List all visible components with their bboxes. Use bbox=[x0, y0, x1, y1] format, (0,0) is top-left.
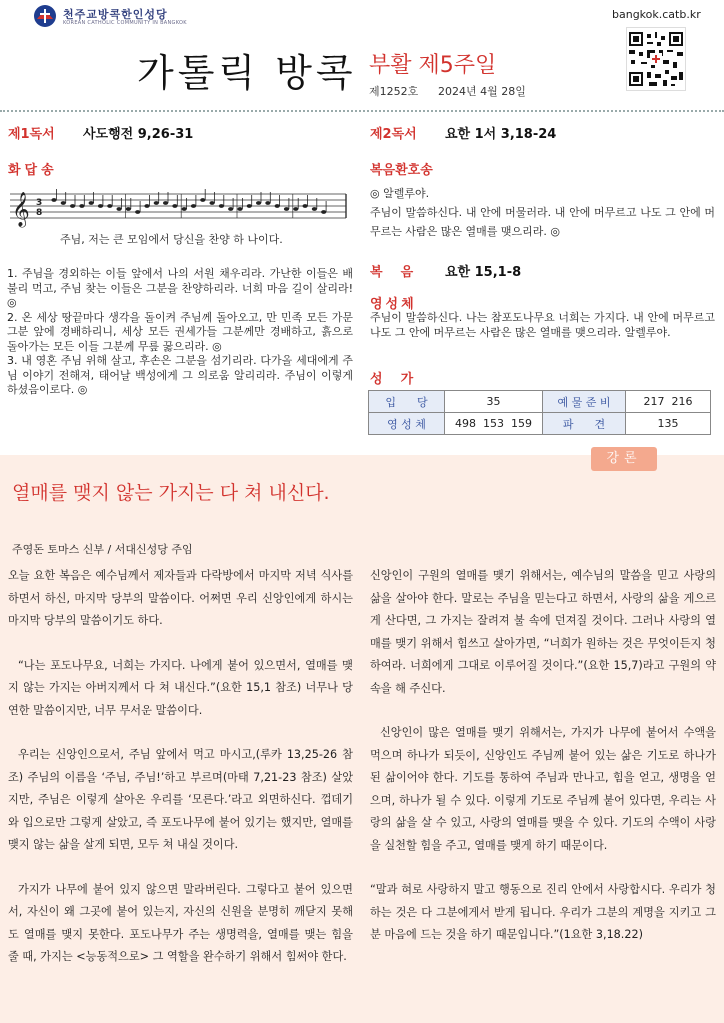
music-note bbox=[117, 207, 122, 211]
music-note bbox=[89, 201, 94, 205]
homily-author: 주영돈 토마스 신부 / 서대신성당 주임 bbox=[12, 543, 193, 556]
gospel-label: 복 음 bbox=[370, 265, 414, 280]
homily-paragraph: 신앙인이 구원의 열매를 맺기 위해서는, 예수님의 말씀을 믿고 사랑의 삶을 살아야 한다. 말로는 주님을 믿는다고 하면서, 사랑의 삶을 게으르게 산다면, 그 가지는 잘려져 불 속에 던져질 것이다. 그러나 사랑의 열매를 맺기 위해서 힘쓰고 살아가면, “너희가 원하는 것은 무엇이든지 청하여라. 너희에게 그대로 이루어질 것이다.”(요한 15,7)라고 구원의 약속을 해 주신다. bbox=[370, 569, 716, 695]
paper-title: 가톨릭 방콕 bbox=[137, 51, 357, 95]
homily-tab[interactable]: 강론 bbox=[591, 447, 657, 471]
table-cell-label: 파 견 bbox=[543, 413, 626, 435]
alleluia-text bbox=[370, 184, 715, 241]
music-note bbox=[70, 204, 75, 208]
table-cell-value: 217 216 bbox=[626, 391, 711, 413]
music-note bbox=[107, 204, 112, 208]
table-cell-label: 예 물 준 비 bbox=[543, 391, 626, 413]
table-cell-value: 35 bbox=[445, 391, 543, 413]
table-row bbox=[369, 413, 711, 435]
issue-number: 제1252호 bbox=[369, 85, 419, 98]
music-note bbox=[293, 207, 298, 211]
homily-paragraph: 가지가 나무에 붙어 있지 않으면 말라버린다. 그렇다고 붙어 있으면서, 자신이 왜 그곳에 붙어 있는지, 자신의 신원을 분명히 깨닫지 못해도 열매를 맺지 못한다. 포도나무가 주는 생명력을, 열매를 맺는 힘을 줄 때, 가지는 <능동적으로> 그 역할을 완수하기 위해서 힘써야 한다. bbox=[8, 882, 353, 963]
music-note bbox=[79, 204, 84, 208]
psalm-music-staff bbox=[8, 180, 348, 230]
psalm-verse-2: 2. 온 세상 땅끝마다 생각을 돌이켜 주님께 돌아오고, 만 민족 모든 가문 그분 앞에 경배하리니, 세상 모든 권세가들 그분께만 경배하고, 흙으로 돌아가는 모든 이들 그분께 무릎 꿇으리라. ◎ bbox=[7, 310, 353, 353]
alleluia-line-1: ◎ 알렐루야. bbox=[370, 187, 430, 200]
header-divider bbox=[0, 110, 724, 112]
svg-text:3: 3 bbox=[36, 198, 43, 208]
music-note bbox=[191, 204, 196, 208]
psalm-verse-1: 1. 주님을 경외하는 이들 앞에서 나의 서원 채우리라. 가난한 이들은 배불리 먹고, 주님 찾는 이들은 그분을 찬양하리라. 너희 마음 길이 살리라! ◎ bbox=[7, 267, 353, 309]
table-cell-value: 498 153 159 bbox=[445, 413, 543, 435]
music-note bbox=[265, 201, 270, 205]
music-note bbox=[98, 204, 103, 208]
music-note bbox=[61, 201, 66, 205]
music-note bbox=[321, 210, 326, 214]
homily-paragraph: 오늘 요한 복음은 예수님께서 제자들과 다락방에서 마지막 저녁 식사를 하면서 하신, 마지막 당부의 말씀이다. 어쩌면 우리 신앙인에게 하시는 마지막 당부의 말씀이기도 하다. bbox=[8, 569, 353, 627]
music-note bbox=[228, 207, 233, 211]
homily-left-column bbox=[8, 565, 353, 991]
music-note bbox=[237, 207, 242, 211]
hymn-label: 성 가 bbox=[370, 372, 414, 387]
music-note bbox=[126, 207, 131, 211]
music-note bbox=[247, 204, 252, 208]
homily-right-column bbox=[370, 565, 716, 969]
reading2-label: 제2독서 bbox=[370, 127, 417, 142]
site-url[interactable]: bangkok.catb.kr bbox=[612, 8, 701, 21]
psalm-refrain: 주님, 저는 큰 모임에서 당신을 찬양 하 나이다. bbox=[60, 233, 283, 246]
music-note bbox=[144, 204, 149, 208]
qr-code-icon[interactable] bbox=[626, 27, 686, 91]
music-note bbox=[219, 204, 224, 208]
music-note bbox=[210, 201, 215, 205]
alleluia-line-2: 주님이 말씀하신다. 내 안에 머물러라. 내 안에 머무르고 나도 그 안에 머무르는 사람은 많은 열매를 맺으리라. ◎ bbox=[370, 206, 715, 238]
music-note bbox=[303, 204, 308, 208]
alleluia-label: 복음환호송 bbox=[370, 163, 433, 178]
table-cell-value: 135 bbox=[626, 413, 711, 435]
reading1-reference: 사도행전 9,26-31 bbox=[83, 127, 194, 142]
communion-text: 주님이 말씀하신다. 나는 참포도나무요 너희는 가지다. 내 안에 머무르고 나도 그 안에 머무르는 사람은 많은 열매를 맺으리라. 알렐루야. bbox=[370, 311, 715, 339]
music-note bbox=[275, 204, 280, 208]
org-name: 천주교방콕한인성당 bbox=[63, 8, 168, 21]
music-note bbox=[51, 198, 56, 202]
org-subtitle: KOREAN CATHOLIC COMMUNITY IN BANGKOK bbox=[63, 20, 187, 26]
homily-paragraph: “말과 혀로 사랑하지 말고 행동으로 진리 안에서 사랑합시다. 우리가 청하는 것은 다 그분에게서 받게 됩니다. 우리가 그분의 계명을 지키고 그분 마음에 드는 것을 하기 때문입니다.”(1요한 3,18.22) bbox=[370, 883, 716, 941]
table-cell-label: 입 당 bbox=[369, 391, 445, 413]
communion-label: 영성체 bbox=[370, 297, 417, 312]
parish-logo-icon bbox=[33, 4, 57, 28]
music-note bbox=[163, 201, 168, 205]
psalm-verse-3: 3. 내 영혼 주님 위해 살고, 후손은 그분을 섬기리라. 다가올 세대에게 주님 이야기 전해져, 태어날 백성에게 그 의로움 알리리라. 주님이 이렇게 하셨음이로다. ◎ bbox=[7, 354, 353, 396]
homily-paragraph: 우리는 신앙인으로서, 주님 앞에서 먹고 마시고,(루카 13,25-26 참조) 주님의 이름을 ‘주님, 주님!’하고 부르며(마태 7,21-23 참조) 살았지만, 주님은 이렇게 살아온 우리를 ‘모른다.’라고 외면하신다. 껍데기와 입으로만 그렇게 살았고, 즉 포도나무에 붙어 있기는 했지만, 열매를 맺지 않는 삶을 살게 되면, 모두 쳐 내실 것이다. bbox=[8, 748, 353, 851]
table-cell-label: 영 성 체 bbox=[369, 413, 445, 435]
reading1-label: 제1독서 bbox=[8, 127, 55, 142]
music-note bbox=[284, 207, 289, 211]
homily-title: 열매를 맺지 않는 가지는 다 쳐 내신다. bbox=[12, 482, 330, 504]
music-note bbox=[256, 201, 261, 205]
gospel-reference: 요한 15,1-8 bbox=[445, 265, 522, 280]
music-note bbox=[135, 210, 140, 214]
svg-text:8: 8 bbox=[36, 208, 43, 218]
psalm-verses bbox=[7, 267, 353, 398]
sunday-title: 부활 제5주일 bbox=[369, 53, 497, 78]
issue-date: 2024년 4월 28일 bbox=[438, 85, 526, 98]
music-note bbox=[182, 207, 187, 211]
homily-paragraph: 신앙인이 많은 열매를 맺기 위해서는, 가지가 나무에 붙어서 수액을 먹으며 하나가 되듯이, 신앙인도 주님께 붙어 있는 삶은 기도로 하나가 된 삶이어야 한다. 기도를 통하여 주님과 만나고, 힘을 얻고, 생명을 얻으며, 하나가 될 수 있다. 이렇게 기도로 주님께 붙어 있다면, 우리는 사랑의 삶을 살 수 있고, 사랑의 열매를 맺을 수 있다. 기도의 수액이 사랑을 실천할 힘을 주고, 열매를 맺게 하기 때문이다. bbox=[370, 726, 716, 852]
music-note bbox=[312, 207, 317, 211]
table-row bbox=[369, 391, 711, 413]
reading2-reference: 요한 1서 3,18-24 bbox=[445, 127, 557, 142]
svg-text:𝄞: 𝄞 bbox=[12, 192, 30, 227]
psalm-label: 화답송 bbox=[8, 163, 58, 178]
music-note bbox=[154, 201, 159, 205]
hymn-table bbox=[368, 390, 711, 435]
music-note bbox=[200, 198, 205, 202]
music-note bbox=[172, 204, 177, 208]
homily-paragraph: “나는 포도나무요, 너희는 가지다. 나에게 붙어 있으면서, 열매를 맺지 않는 가지는 아버지께서 다 쳐 내신다.”(요한 15,1 참조) 너무나 당연한 말씀이지만, 너무 무서운 말씀이다. bbox=[8, 658, 353, 717]
